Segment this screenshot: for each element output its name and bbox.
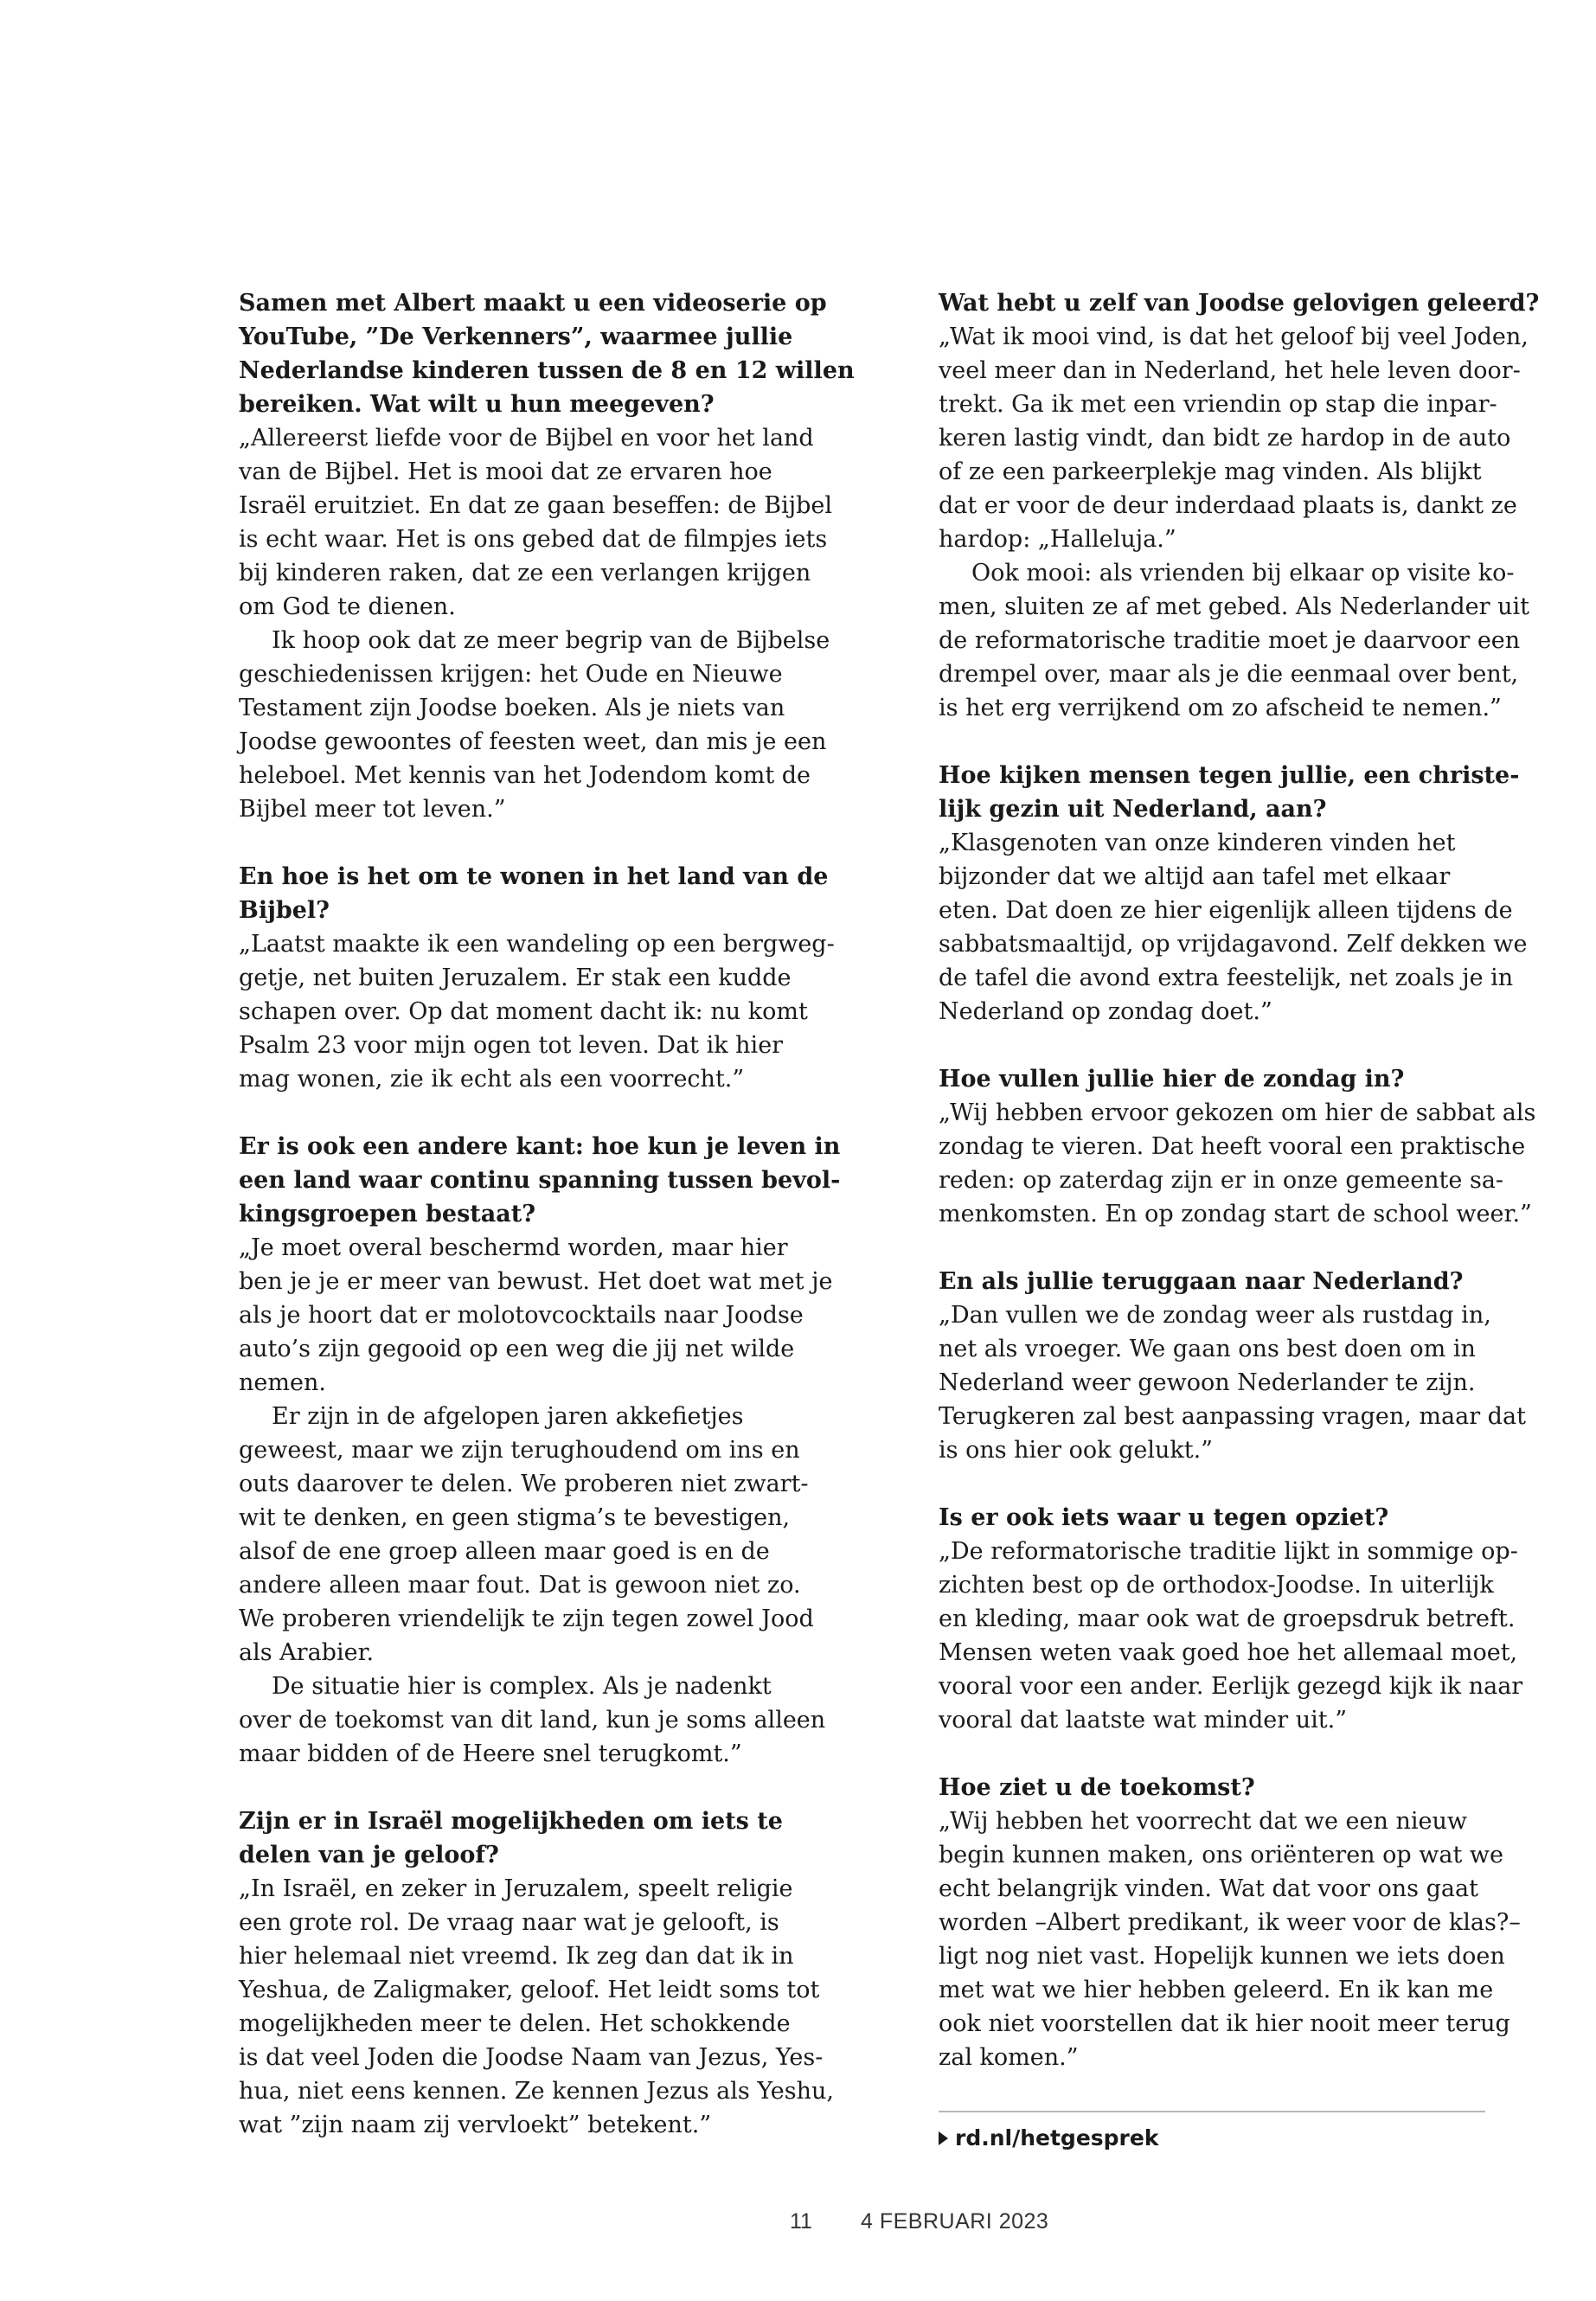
question-line: Er is ook een andere kant: hoe kun je leven in [239, 1133, 841, 1160]
issue-date: 4 FEBRUARI 2023 [861, 2209, 1049, 2234]
answer-line: Mensen weten vaak goed hoe het allemaal moet, [939, 1639, 1518, 1666]
answer-line: veel meer dan in Nederland, het hele leven door- [939, 357, 1521, 384]
answer-line: ligt nog niet vast. Hopelijk kunnen we iets doen [939, 1943, 1505, 1970]
answer-line: „Wij hebben het voorrecht dat we een nieuw [939, 1808, 1467, 1835]
answer-line: hardop: „Halleluja.” [939, 526, 1176, 553]
answer-line: hier helemaal niet vreemd. Ik zeg dan dat ik in [239, 1943, 794, 1970]
answer-line: wit te denken, en geen stigma’s te bevestigen, [239, 1504, 791, 1531]
question-line: Samen met Albert maakt u een videoserie op [239, 290, 827, 317]
answer-line: maar bidden of de Heere snel terugkomt.” [239, 1740, 742, 1767]
answer-line: hua, niet eens kennen. Ze kennen Jezus als Yeshu, [239, 2078, 834, 2105]
web-link-text: rd.nl/hetgesprek [955, 2125, 1159, 2150]
answer-line: begin kunnen maken, ons oriënteren op wat we [939, 1842, 1504, 1868]
answer-line: vooral voor een ander. Eerlijk gezegd kijk ik naar [939, 1673, 1523, 1700]
answer-line: schapen over. Op dat moment dacht ik: nu komt [239, 998, 808, 1025]
question-line: bereiken. Wat wilt u hun meegeven? [239, 391, 715, 418]
answer-line: geweest, maar we zijn terughoudend om ins en [239, 1437, 800, 1464]
answer-line: net als vroeger. We gaan ons best doen om in [939, 1336, 1476, 1362]
answer-line: als je hoort dat er molotovcocktails naar Joodse [239, 1302, 804, 1329]
paragraph-gap [939, 725, 1485, 759]
answer-line: „Wij hebben ervoor gekozen om hier de sabbat als [939, 1099, 1536, 1126]
answer-line: „Klasgenoten van onze kinderen vinden het [939, 830, 1456, 856]
paragraph-gap [939, 1467, 1485, 1501]
answer-line: dat er voor de deur inderdaad plaats is, dankt ze [939, 492, 1517, 519]
answer-line: mogelijkheden meer te delen. Het schokkende [239, 2010, 791, 2037]
answer-line: heleboel. Met kennis van het Jodendom komt de [239, 762, 811, 789]
paragraph-gap [939, 1029, 1485, 1062]
answer-line: sabbatsmaaltijd, op vrijdagavond. Zelf dekken we [939, 931, 1528, 958]
question-line: een land waar continu spanning tussen bevol- [239, 1167, 841, 1194]
answer-line: is dat veel Joden die Joodse Naam van Jezus, Yes- [239, 2044, 824, 2071]
answer-line: „Je moet overal beschermd worden, maar hier [239, 1234, 788, 1261]
answer-line: alsof de ene groep alleen maar goed is en de [239, 1538, 770, 1565]
answer-line: „In Israël, en zeker in Jeruzalem, speelt religie [239, 1875, 793, 1902]
answer-line: echt belangrijk vinden. Wat dat voor ons gaat [939, 1875, 1478, 1902]
arrow-right-icon [939, 2131, 948, 2145]
question-line: Wat hebt u zelf van Joodse gelovigen geleerd? [939, 290, 1540, 317]
answer-line: is ons hier ook gelukt.” [939, 1437, 1213, 1464]
answer-line: Er zijn in de afgelopen jaren akkefietjes [272, 1403, 744, 1430]
answer-line: trekt. Ga ik met een vriendin op stap die inpar- [939, 391, 1497, 418]
answer-line: „Laatst maakte ik een wandeling op een bergweg- [239, 931, 835, 958]
answer-line: Nederland op zondag doet.” [939, 998, 1272, 1025]
answer-line: Yeshua, de Zaligmaker, geloof. Het leidt soms tot [239, 1977, 820, 2003]
paragraph-gap [939, 1737, 1485, 1771]
answer-line: Terugkeren zal best aanpassing vragen, maar dat [939, 1403, 1526, 1430]
paragraph-gap [239, 1096, 797, 1130]
question-line: kingsgroepen bestaat? [239, 1201, 536, 1227]
answer-line: geschiedenissen krijgen: het Oude en Nieuwe [239, 661, 783, 688]
answer-line: zal komen.” [939, 2044, 1079, 2071]
question-line: lijk gezin uit Nederland, aan? [939, 796, 1327, 823]
answer-line: zichten best op de orthodox-Joodse. In uiterlijk [939, 1572, 1494, 1599]
answer-line: Psalm 23 voor mijn ogen tot leven. Dat ik hier [239, 1032, 784, 1059]
answer-line: vooral dat laatste wat minder uit.” [939, 1707, 1348, 1734]
answer-line: wat ”zijn naam zij vervloekt” betekent.” [239, 2112, 712, 2138]
answer-line: ook niet voorstellen dat ik hier nooit meer terug [939, 2010, 1510, 2037]
answer-line: de reformatorische traditie moet je daarvoor een [939, 627, 1521, 654]
answer-line: De situatie hier is complex. Als je nadenkt [272, 1673, 772, 1700]
paragraph-gap [939, 1231, 1485, 1265]
answer-line: getje, net buiten Jeruzalem. Er stak een kudde [239, 965, 792, 991]
question-line: Bijbel? [239, 897, 330, 924]
answer-line: Testament zijn Joodse boeken. Als je niets van [239, 695, 785, 721]
answer-line: de tafel die avond extra feestelijk, net zoals je in [939, 965, 1514, 991]
answer-line: om God te dienen. [239, 593, 456, 620]
answer-line: „De reformatorische traditie lijkt in sommige op- [939, 1538, 1518, 1565]
answer-line: of ze een parkeerplekje mag vinden. Als blijkt [939, 458, 1482, 485]
divider [939, 2111, 1485, 2112]
answer-line: Nederland weer gewoon Nederlander te zijn. [939, 1369, 1476, 1396]
page-number: 11 [790, 2209, 812, 2234]
answer-line: bij kinderen raken, dat ze een verlangen krijgen [239, 560, 811, 586]
question-line: Hoe ziet u de toekomst? [939, 1774, 1255, 1801]
answer-line: reden: op zaterdag zijn er in onze gemeente sa- [939, 1167, 1504, 1194]
answer-line: bijzonder dat we altijd aan tafel met elkaar [939, 863, 1451, 890]
answer-line: Ik hoop ook dat ze meer begrip van de Bijbelse [272, 627, 830, 654]
answer-line: Israël eruitziet. En dat ze gaan beseffen: de Bijbel [239, 492, 832, 519]
answer-line: men, sluiten ze af met gebed. Als Nederlander uit [939, 593, 1529, 620]
answer-line: is echt waar. Het is ons gebed dat de filmpjes iets [239, 526, 828, 553]
paragraph-gap [239, 826, 797, 860]
answer-line: auto’s zijn gegooid op een weg die jij net wilde [239, 1336, 795, 1362]
question-line: Hoe vullen jullie hier de zondag in? [939, 1066, 1405, 1093]
left-column [239, 286, 855, 2142]
answer-line: drempel over, maar als je die eenmaal over bent, [939, 661, 1519, 688]
answer-line: Ook mooi: als vrienden bij elkaar op visite ko- [971, 560, 1515, 586]
answer-line: keren lastig vindt, dan bidt ze hardop in de auto [939, 425, 1511, 452]
question-line: Zijn er in Israël mogelijkheden om iets te [239, 1808, 783, 1835]
answer-line: van de Bijbel. Het is mooi dat ze ervaren hoe [239, 458, 772, 485]
question-line: Hoe kijken mensen tegen jullie, een christe- [939, 762, 1520, 789]
answer-line: eten. Dat doen ze hier eigenlijk alleen tijdens de [939, 897, 1513, 924]
answer-line: is het erg verrijkend om zo afscheid te nemen.” [939, 695, 1502, 721]
answer-line: met wat we hier hebben geleerd. En ik kan me [939, 1977, 1494, 2003]
answer-line: als Arabier. [239, 1639, 375, 1666]
question-line: YouTube, ”De Verkenners”, waarmee jullie [239, 324, 793, 350]
answer-line: nemen. [239, 1369, 326, 1396]
answer-line: We proberen vriendelijk te zijn tegen zowel Jood [239, 1606, 814, 1632]
answer-line: een grote rol. De vraag naar wat je gelooft, is [239, 1909, 779, 1936]
question-line: Is er ook iets waar u tegen opziet? [939, 1504, 1389, 1531]
answer-line: outs daarover te delen. We proberen niet zwart- [239, 1471, 809, 1497]
answer-line: „Wat ik mooi vind, is dat het geloof bij veel Joden, [939, 324, 1529, 350]
answer-line: mag wonen, zie ik echt als een voorrecht.” [239, 1066, 745, 1093]
web-link[interactable] [939, 2123, 1158, 2154]
question-line: Nederlandse kinderen tussen de 8 en 12 willen [239, 357, 855, 384]
answer-line: „Dan vullen we de zondag weer als rustdag in, [939, 1302, 1491, 1329]
paragraph-gap [239, 1771, 797, 1804]
answer-line: over de toekomst van dit land, kun je soms alleen [239, 1707, 826, 1734]
question-line: delen van je geloof? [239, 1842, 499, 1868]
answer-line: „Allereerst liefde voor de Bijbel en voor het land [239, 425, 814, 452]
question-line: En als jullie teruggaan naar Nederland? [939, 1268, 1464, 1295]
question-line: En hoe is het om te wonen in het land van de [239, 863, 829, 890]
answer-line: zondag te vieren. Dat heeft vooral een praktische [939, 1133, 1526, 1160]
answer-line: en kleding, maar ook wat de groepsdruk betreft. [939, 1606, 1516, 1632]
right-column [939, 286, 1540, 2074]
answer-line: andere alleen maar fout. Dat is gewoon niet zo. [239, 1572, 801, 1599]
answer-line: Bijbel meer tot leven.” [239, 796, 506, 823]
answer-line: worden –Albert predikant, ik weer voor de klas?– [939, 1909, 1521, 1936]
answer-line: Joodse gewoontes of feesten weet, dan mis je een [239, 728, 827, 755]
answer-line: ben je je er meer van bewust. Het doet wat met je [239, 1268, 833, 1295]
answer-line: menkomsten. En op zondag start de school weer.” [939, 1201, 1532, 1227]
